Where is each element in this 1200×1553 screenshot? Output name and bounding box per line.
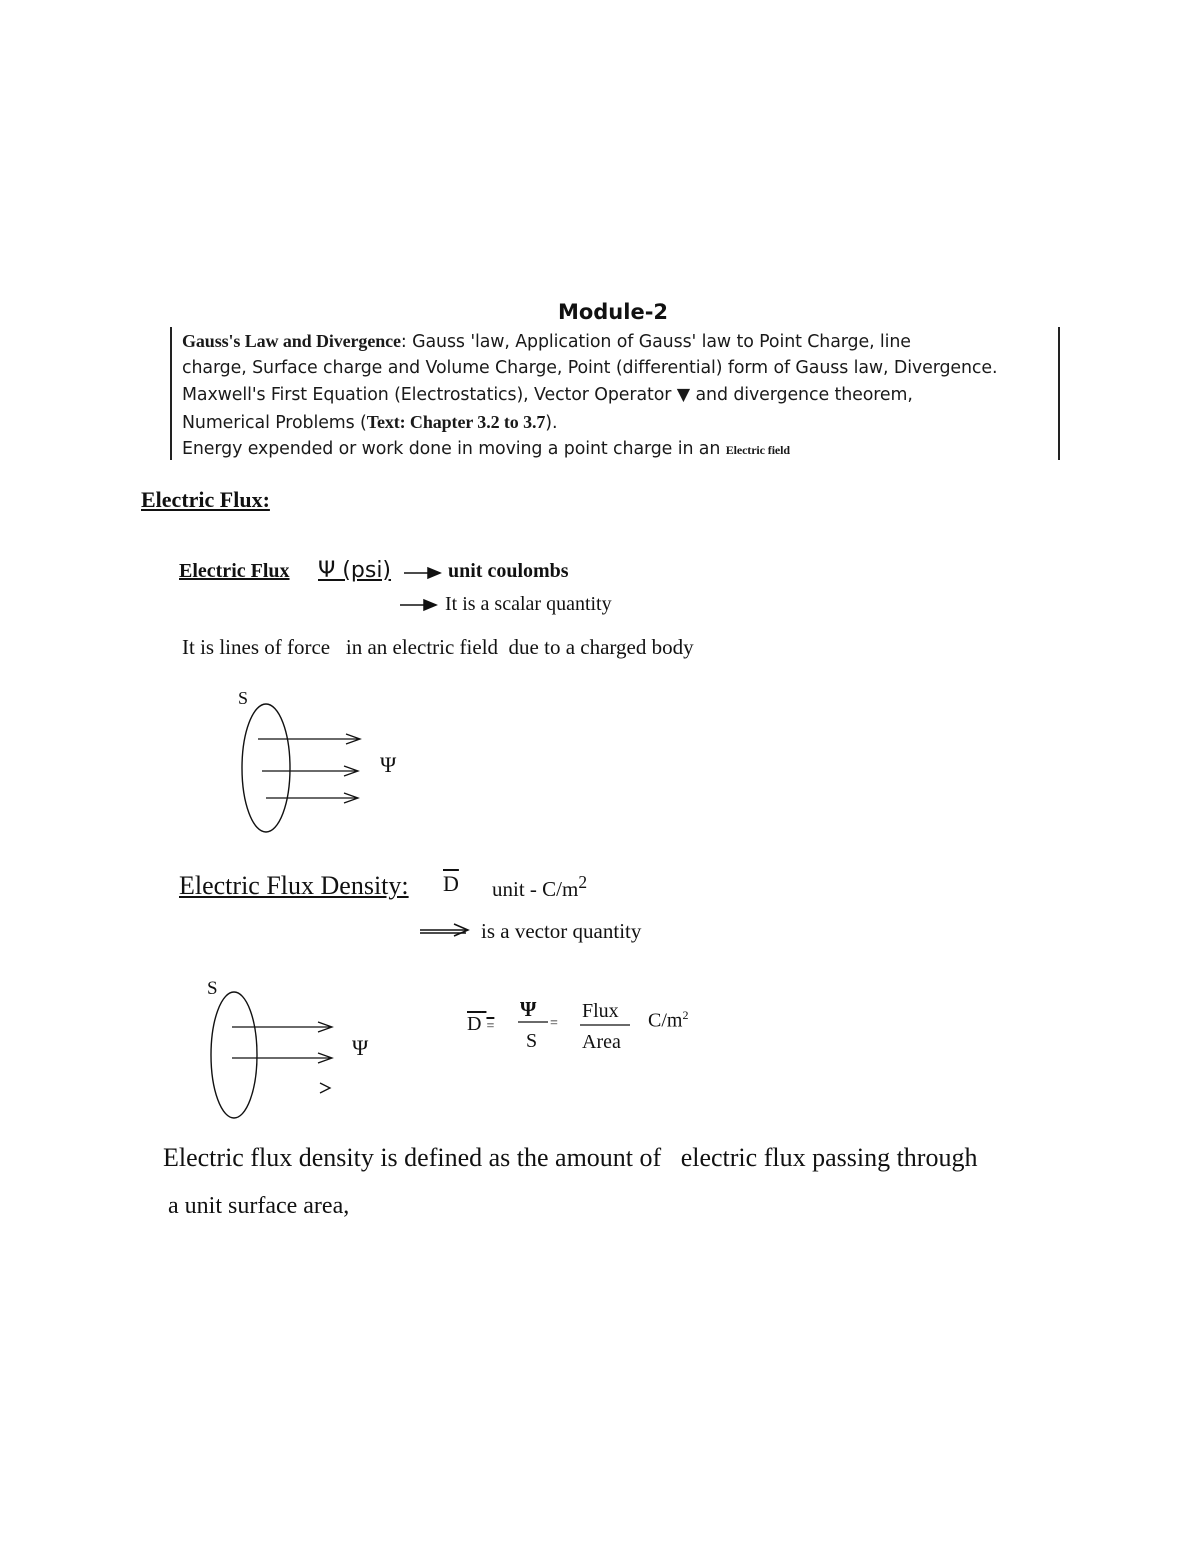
unit-exponent: 2 xyxy=(682,1008,689,1022)
description-part: It is lines of force xyxy=(182,635,331,659)
surface-ellipse xyxy=(242,704,290,832)
syllabus-text: Maxwell's First Equation (Electrostatics), Vector Operator xyxy=(182,385,672,405)
electric-flux-symbol: Ψ (psi) xyxy=(318,558,392,583)
definition-part: electric flux passing through xyxy=(680,1143,978,1172)
syllabus-topic: Gauss's Law and Divergence xyxy=(182,331,401,351)
nabla-symbol: ▼ xyxy=(676,385,691,405)
electric-flux-unit: unit coulombs xyxy=(448,560,569,582)
arrow-icon xyxy=(400,600,436,610)
formula-denominator-s: S xyxy=(526,1030,538,1052)
surface-label: S xyxy=(207,978,218,999)
electric-flux-label: Electric Flux xyxy=(179,560,290,582)
description-part: due to a charged body xyxy=(508,635,694,659)
formula-numerator-psi: Ψ xyxy=(520,997,537,1021)
syllabus-text: : Gauss 'law, Application of Gauss' law to Point Charge, line xyxy=(400,332,911,352)
flux-density-symbol: $\overline{D}$ xyxy=(443,871,459,896)
flux-diagram xyxy=(238,688,397,832)
syllabus-text: and divergence theorem, xyxy=(695,385,913,405)
surface-label: S xyxy=(238,688,249,708)
arrow-icon xyxy=(404,568,440,578)
syllabus-text: Numerical Problems ( xyxy=(182,413,367,433)
syllabus-text: ). xyxy=(545,413,558,433)
surface-ellipse xyxy=(211,992,257,1118)
psi-label: Ψ xyxy=(352,1035,369,1060)
arrowhead xyxy=(320,1083,330,1093)
formula-equals: = xyxy=(550,1016,558,1031)
definition-line-2: a unit surface area, xyxy=(168,1193,350,1219)
flux-density-diagram xyxy=(207,978,369,1118)
section-heading: Electric Flux: xyxy=(141,487,270,512)
formula-d-symbol: D xyxy=(467,1013,482,1035)
definition-part: Electric flux density is defined as the amount of xyxy=(163,1143,662,1172)
flux-density-property: is a vector quantity xyxy=(481,919,642,943)
unit-text: C/m xyxy=(648,1009,683,1032)
syllabus-reference: Text: Chapter 3.2 to 3.7 xyxy=(366,412,546,432)
unit-exponent: 2 xyxy=(578,872,588,892)
syllabus-small-text: Electric field xyxy=(725,443,790,457)
unit-text: unit - C/m xyxy=(492,877,579,901)
electric-flux-property: It is a scalar quantity xyxy=(445,593,612,615)
psi-label: Ψ xyxy=(380,752,397,777)
flux-density-label: Electric Flux Density: xyxy=(179,871,409,900)
syllabus-text: Energy expended or work done in moving a point charge in an xyxy=(182,439,721,459)
formula-numerator-flux: Flux xyxy=(582,1000,619,1022)
description-part: in an electric field xyxy=(345,635,499,659)
formula-equals: = xyxy=(486,1019,495,1034)
syllabus-line-2: charge, Surface charge and Volume Charge, Point (differential) form of Gauss law, Divergence. xyxy=(182,358,998,378)
arrow-icon xyxy=(420,924,468,936)
module-title: Module-2 xyxy=(557,300,669,324)
formula-denominator-area: Area xyxy=(582,1031,621,1053)
